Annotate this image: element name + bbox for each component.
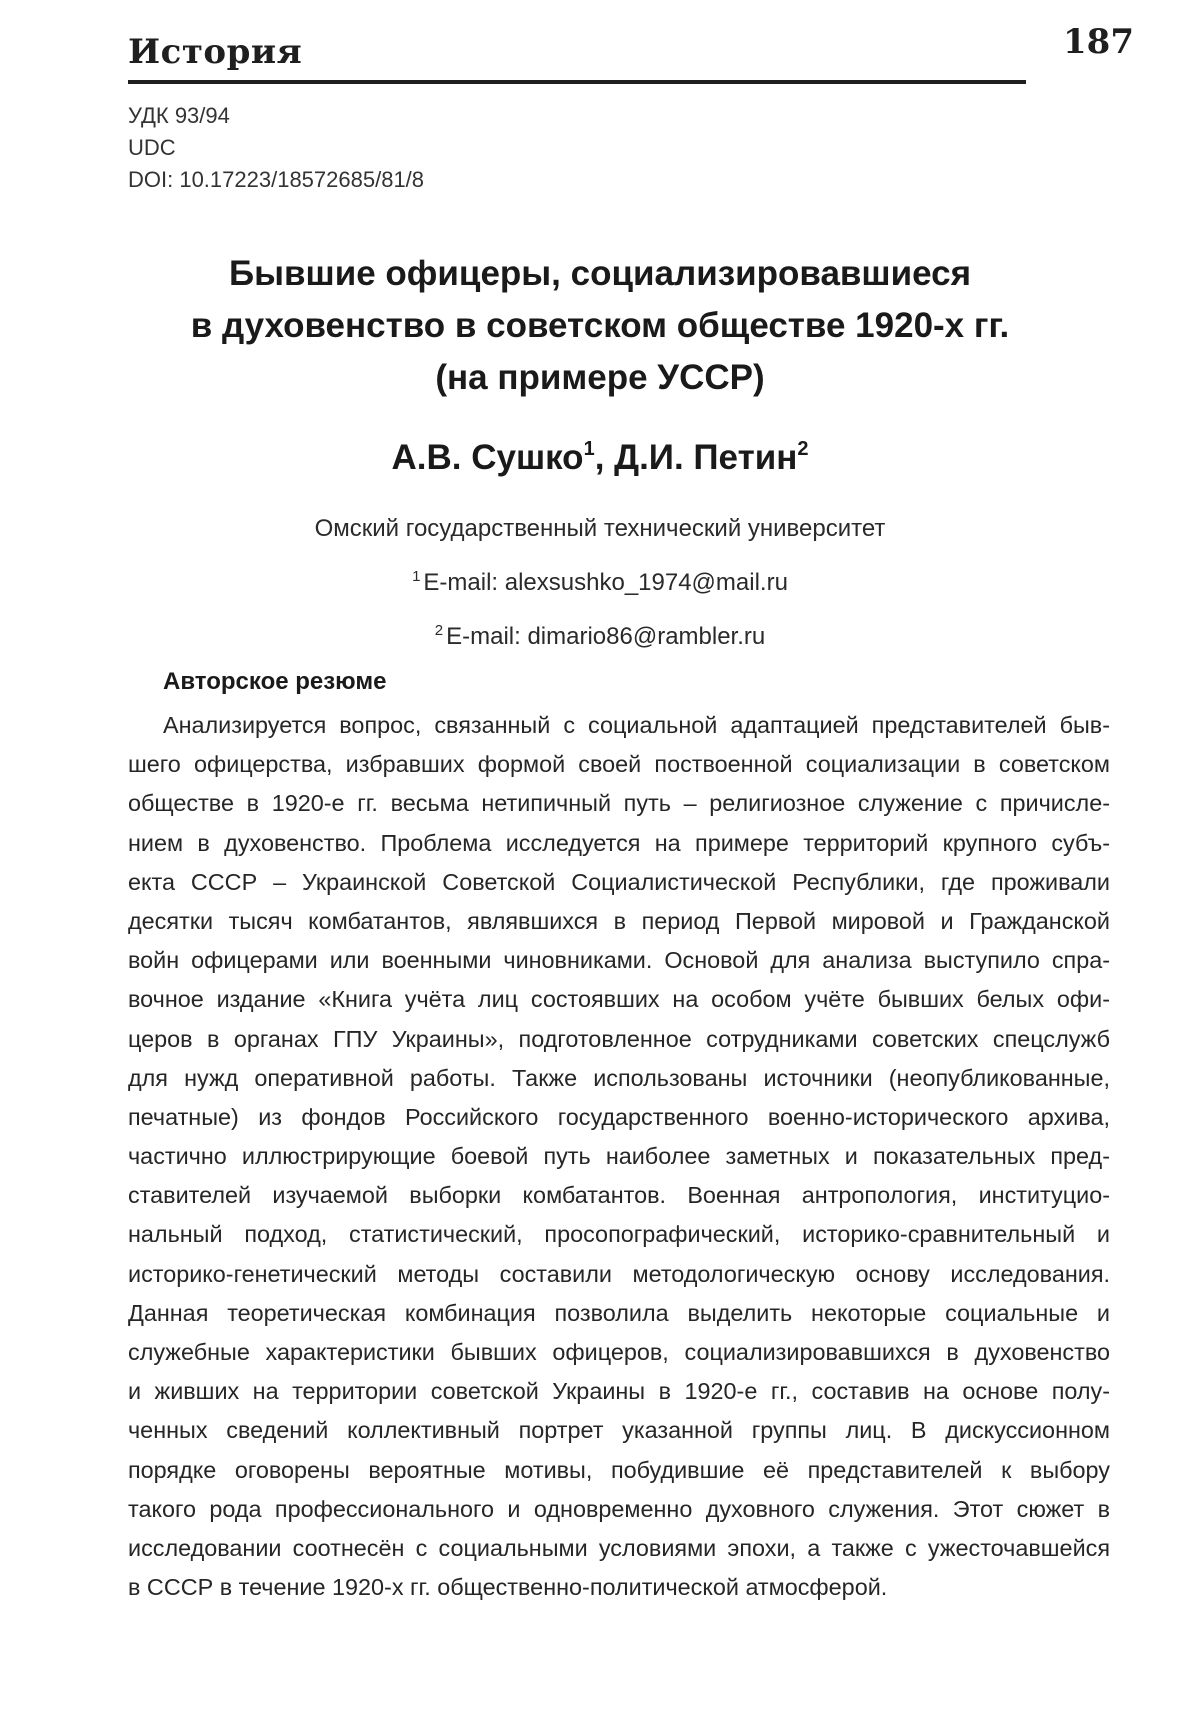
- affiliation-block: [100, 505, 1100, 661]
- abstract-body: [128, 706, 1110, 1607]
- author-name: Д.И. Петин: [614, 438, 798, 477]
- abstract-line: печатные) из фондов Российского государственного военно-исторического архива,: [128, 1103, 1110, 1130]
- author-affiliation-mark: 1: [583, 438, 595, 460]
- abstract-line: вочное издание «Книга учёта лиц состоявших на особом учёте бывших белых офи-: [128, 986, 1110, 1013]
- title-line: (на примере УССР): [435, 358, 765, 397]
- abstract-line: такого рода профессионального и одновременно духовного служения. Этот сюжет в: [128, 1495, 1110, 1522]
- email-mark: 2: [434, 622, 444, 639]
- abstract-line: ставителей изучаемой выборки комбатантов. Военная антропология, институцио-: [128, 1182, 1110, 1209]
- article-title: [100, 248, 1100, 404]
- abstract-line: в СССР в течение 1920-х гг. общественно-политической атмосферой.: [128, 1574, 888, 1601]
- abstract-line: Данная теоретическая комбинация позволила выделить некоторые социальные и: [128, 1299, 1110, 1326]
- abstract-line: войн офицерами или военными чиновниками. Основой для анализа выступило спра-: [128, 947, 1110, 974]
- abstract-heading: Авторское резюме: [163, 668, 387, 695]
- abstract-line: обществе в 1920-е гг. весьма нетипичный путь – религиозное служение с причисле-: [128, 790, 1110, 817]
- page-number: 187: [1063, 22, 1134, 62]
- article-identifiers: [128, 100, 424, 196]
- abstract-line: десятки тысяч комбатантов, являвшихся в период Первой мировой и Гражданской: [128, 907, 1110, 934]
- abstract-line: церов в органах ГПУ Украины», подготовленное сотрудниками советских спецслужб: [128, 1025, 1110, 1052]
- email-text: E-mail: dimario86@rambler.ru: [446, 623, 766, 650]
- author-separator: ,: [594, 438, 615, 477]
- abstract-line: служебные характеристики бывших офицеров, социализировавшихся в духовенство: [128, 1339, 1110, 1365]
- running-header: [128, 18, 1026, 84]
- email-line: [100, 553, 1100, 607]
- author-name: А.В. Сушко: [391, 438, 584, 477]
- abstract-line: ченных сведений коллективный портрет указанной группы лиц. В дискуссионном: [128, 1417, 1110, 1444]
- section-name: История: [128, 32, 303, 72]
- abstract-line: шего офицерства, избравших формой своей поствоенной социализации в советском: [128, 751, 1110, 778]
- abstract-line: порядке оговорены вероятные мотивы, побудившие её представителей к выбору: [128, 1456, 1110, 1483]
- doi: DOI: 10.17223/18572685/81/8: [128, 167, 425, 192]
- title-line: в духовенство в советском обществе 1920-х гг.: [190, 306, 1010, 345]
- author-affiliation-mark: 2: [797, 438, 809, 460]
- udk-code: УДК 93/94: [128, 103, 230, 128]
- abstract-line: историко-генетический методы составили методологическую основу исследования.: [128, 1260, 1110, 1287]
- abstract-line: для нужд оперативной работы. Также использованы источники (неопубликованные,: [128, 1064, 1110, 1091]
- email-line: [100, 607, 1100, 661]
- title-line: Бывшие офицеры, социализировавшиеся: [228, 254, 972, 293]
- abstract-line: нальный подход, статистический, просопографический, историко-сравнительный и: [128, 1221, 1110, 1248]
- abstract-line: частично иллюстрирующие боевой путь наиболее заметных и показательных пред-: [128, 1143, 1110, 1170]
- affiliation: Омский государственный технический университет: [314, 515, 886, 542]
- author-list: [100, 438, 1100, 478]
- abstract-line: нием в духовенство. Проблема исследуется на примере территорий крупного субъ-: [128, 829, 1110, 856]
- abstract-line: исследовании соотнесён с социальными условиями эпохи, а также с ужесточавшейся: [128, 1534, 1110, 1561]
- abstract-line: екта СССР – Украинской Советской Социалистической Республики, где проживали: [128, 868, 1110, 895]
- email-mark: 1: [412, 568, 421, 585]
- abstract-line: и живших на территории советской Украины в 1920-е гг., составив на основе полу-: [128, 1378, 1110, 1405]
- abstract-line: Анализируется вопрос, связанный с социальной адаптацией представителей быв-: [163, 712, 1110, 738]
- email-text: E-mail: alexsushko_1974@mail.ru: [423, 569, 788, 596]
- udc-code: UDC: [128, 135, 176, 160]
